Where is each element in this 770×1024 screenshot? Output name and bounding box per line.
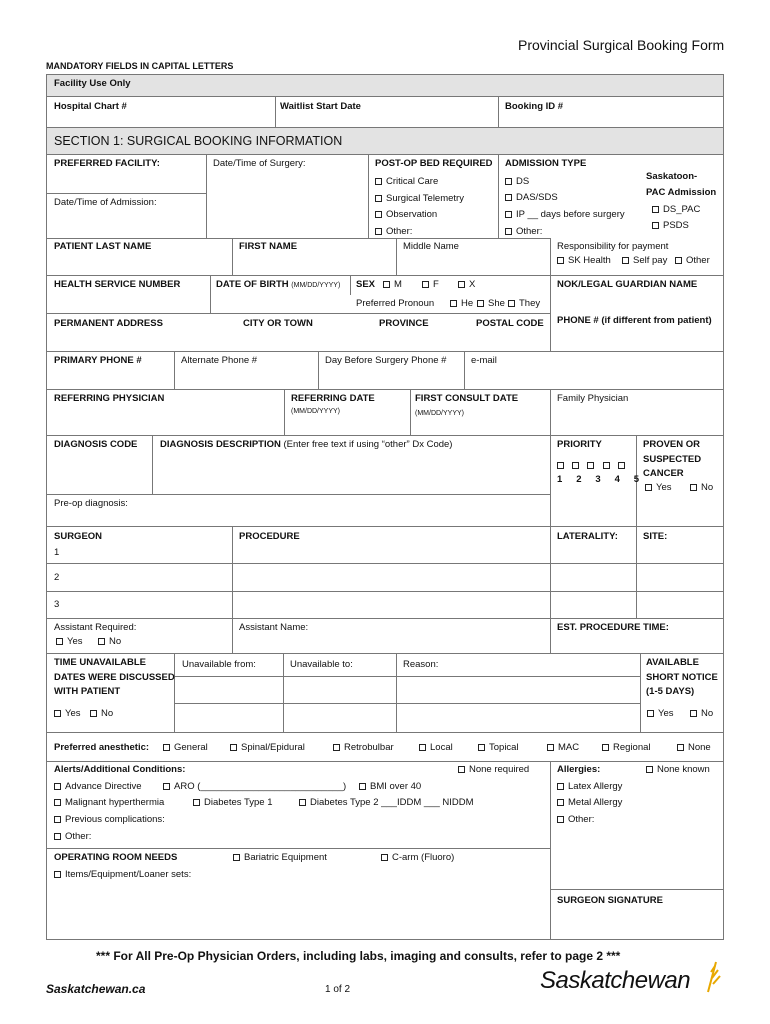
checkbox-icon[interactable]	[557, 783, 564, 790]
latex-allergy-option[interactable]: Latex Allergy	[557, 781, 622, 793]
aro-option[interactable]: ARO (___________________________)	[163, 781, 346, 793]
days-label: (1-5 DAYS)	[646, 686, 695, 697]
previous-complications-option[interactable]: Previous complications:	[54, 814, 165, 826]
pronoun-label: Preferred Pronoun	[356, 298, 435, 309]
allergy-other-option[interactable]: Other:	[557, 814, 594, 826]
procedure-label: PROCEDURE	[239, 531, 300, 542]
cancer-yes-option[interactable]: Yes	[645, 482, 672, 494]
checkbox-icon[interactable]	[90, 710, 97, 717]
anesthetic-retrobulbar[interactable]: Retrobulbar	[333, 742, 394, 754]
saskatoon-label: Saskatoon-	[646, 171, 698, 182]
checkbox-icon[interactable]	[375, 178, 382, 185]
primary-phone-field[interactable]: PRIMARY PHONE #	[54, 355, 142, 366]
day-before-phone-field[interactable]: Day Before Surgery Phone #	[325, 355, 447, 366]
est-procedure-time-field[interactable]: EST. PROCEDURE TIME:	[557, 622, 669, 633]
time-unavailable-label-2: DATES WERE DISCUSSED	[54, 672, 175, 683]
checkbox-icon[interactable]	[478, 744, 485, 751]
sk-health-option[interactable]: SK Health	[557, 255, 611, 267]
checkbox-icon[interactable]	[54, 799, 61, 806]
allergies-label: Allergies:	[557, 764, 601, 775]
admission-other-option[interactable]: Other:	[505, 226, 542, 238]
priority-1-checkbox[interactable]	[557, 462, 564, 469]
self-pay-option[interactable]: Self pay	[622, 255, 667, 267]
priority-5-checkbox[interactable]	[618, 462, 625, 469]
surgeon-row-3[interactable]: 3	[54, 599, 60, 610]
pac-admission-label: PAC Admission	[646, 187, 717, 198]
checkbox-icon[interactable]	[383, 281, 390, 288]
wheat-logo-icon	[704, 958, 726, 994]
anesthetic-none[interactable]: None	[677, 742, 711, 754]
saskatchewan-logo: Saskatchewan	[540, 967, 691, 994]
time-unavailable-label: TIME UNAVAILABLE	[54, 657, 147, 668]
cancer-label: CANCER	[643, 468, 684, 479]
nok-field[interactable]: NOK/LEGAL GUARDIAN NAME	[557, 279, 698, 290]
mandatory-note: MANDATORY FIELDS IN CAPITAL LETTERS	[46, 61, 234, 71]
alternate-phone-field[interactable]: Alternate Phone #	[181, 355, 258, 366]
checkbox-icon[interactable]	[163, 744, 170, 751]
anesthetic-regional[interactable]: Regional	[602, 742, 651, 754]
checkbox-icon[interactable]	[458, 766, 465, 773]
checkbox-icon[interactable]	[458, 281, 465, 288]
advance-directive-option[interactable]: Advance Directive	[54, 781, 142, 793]
family-physician-field[interactable]: Family Physician	[557, 393, 629, 404]
pronoun-they-option[interactable]: They	[508, 298, 540, 310]
sex-label: SEX	[356, 279, 376, 290]
form-title: Provincial Surgical Booking Form	[518, 37, 725, 53]
postop-bed-label: POST-OP BED REQUIRED	[375, 158, 493, 169]
date-time-surgery-field[interactable]: Date/Time of Surgery:	[213, 158, 306, 169]
checkbox-icon[interactable]	[508, 300, 515, 307]
preferred-facility-field[interactable]: PREFERRED FACILITY:	[54, 158, 160, 169]
checkbox-icon[interactable]	[557, 799, 564, 806]
diagnosis-code-field[interactable]: DIAGNOSIS CODE	[54, 439, 138, 450]
available-yes-option[interactable]: Yes	[647, 708, 674, 720]
priority-label: PRIORITY	[557, 439, 602, 450]
checkbox-icon[interactable]	[505, 194, 512, 201]
surgeon-signature-field[interactable]: SURGEON SIGNATURE	[557, 895, 663, 906]
unavailable-no-option[interactable]: No	[90, 708, 113, 720]
c-arm-option[interactable]: C-arm (Fluoro)	[381, 852, 454, 864]
items-equipment-option[interactable]: Items/Equipment/Loaner sets:	[54, 869, 191, 881]
bariatric-option[interactable]: Bariatric Equipment	[233, 852, 327, 864]
laterality-field[interactable]: LATERALITY:	[557, 531, 618, 542]
checkbox-icon[interactable]	[652, 222, 659, 229]
checkbox-icon[interactable]	[646, 766, 653, 773]
referring-physician-field[interactable]: REFERRING PHYSICIAN	[54, 393, 165, 404]
checkbox-icon[interactable]	[375, 211, 382, 218]
alerts-other-option[interactable]: Other:	[54, 831, 91, 843]
priority-2-checkbox[interactable]	[572, 462, 579, 469]
sex-f-option[interactable]: F	[422, 279, 439, 291]
checkbox-icon[interactable]	[557, 257, 564, 264]
checkbox-icon[interactable]	[675, 257, 682, 264]
checkbox-icon[interactable]	[98, 638, 105, 645]
checkbox-icon[interactable]	[645, 484, 652, 491]
checkbox-icon[interactable]	[299, 799, 306, 806]
first-consult-field[interactable]: FIRST CONSULT DATE	[415, 393, 519, 404]
suspected-label: SUSPECTED	[643, 454, 702, 465]
ds-pac-option[interactable]: DS_PAC	[652, 204, 700, 216]
checkbox-icon[interactable]	[375, 195, 382, 202]
surgical-telemetry-option[interactable]: Surgical Telemetry	[375, 193, 464, 205]
das-sds-option[interactable]: DAS/SDS	[505, 192, 558, 204]
assistant-name-field[interactable]: Assistant Name:	[239, 622, 309, 633]
alerts-label: Alerts/Additional Conditions:	[54, 764, 186, 775]
checkbox-icon[interactable]	[163, 783, 170, 790]
date-time-admission-field[interactable]: Date/Time of Admission:	[54, 197, 157, 208]
malignant-hyperthermia-option[interactable]: Malignant hyperthermia	[54, 797, 164, 809]
pronoun-he-option[interactable]: He	[450, 298, 473, 310]
checkbox-icon[interactable]	[677, 744, 684, 751]
page-number: 1 of 2	[325, 984, 351, 995]
short-notice-label: SHORT NOTICE	[646, 672, 718, 683]
alerts-none-required[interactable]: None required	[458, 764, 529, 776]
allergies-none-known[interactable]: None known	[646, 764, 710, 776]
checkbox-icon[interactable]	[381, 854, 388, 861]
unavailable-to-label: Unavailable to:	[290, 659, 353, 670]
checkbox-icon[interactable]	[547, 744, 554, 751]
anesthetic-local[interactable]: Local	[419, 742, 453, 754]
or-needs-label: OPERATING ROOM NEEDS	[54, 852, 178, 863]
diabetes-2-option[interactable]: Diabetes Type 2 ___IDDM ___ NIDDM	[299, 797, 474, 809]
checkbox-icon[interactable]	[54, 833, 61, 840]
available-label: AVAILABLE	[646, 657, 699, 668]
preop-diagnosis-field[interactable]: Pre-op diagnosis:	[54, 498, 128, 509]
checkbox-icon[interactable]	[230, 744, 237, 751]
facility-use-label: Facility Use Only	[54, 78, 131, 89]
province-field[interactable]: PROVINCE	[379, 318, 429, 329]
checkbox-icon[interactable]	[505, 178, 512, 185]
diagnosis-description-field[interactable]: DIAGNOSIS DESCRIPTION (Enter free text if using “other” Dx Code)	[160, 439, 453, 450]
cancer-no-option[interactable]: No	[690, 482, 713, 494]
available-no-option[interactable]: No	[690, 708, 713, 720]
checkbox-icon[interactable]	[422, 281, 429, 288]
checkbox-icon[interactable]	[333, 744, 340, 751]
postop-other-option[interactable]: Other:	[375, 226, 412, 238]
checkbox-icon[interactable]	[54, 816, 61, 823]
anesthetic-topical[interactable]: Topical	[478, 742, 519, 754]
critical-care-option[interactable]: Critical Care	[375, 176, 438, 188]
unavailable-yes-option[interactable]: Yes	[54, 708, 81, 720]
anesthetic-label: Preferred anesthetic:	[54, 742, 150, 753]
metal-allergy-option[interactable]: Metal Allergy	[557, 797, 622, 809]
checkbox-icon[interactable]	[193, 799, 200, 806]
sex-m-option[interactable]: M	[383, 279, 402, 291]
hospital-chart-field[interactable]: Hospital Chart #	[54, 101, 127, 112]
pre-op-orders-note: *** For All Pre-Op Physician Orders, including labs, imaging and consults, refer to page 2 ***	[96, 949, 621, 963]
surgeon-row-1[interactable]: 1	[54, 547, 60, 558]
website-link[interactable]: Saskatchewan.ca	[46, 982, 146, 996]
anesthetic-spinal[interactable]: Spinal/Epidural	[230, 742, 305, 754]
admission-type-label: ADMISSION TYPE	[505, 158, 587, 169]
ds-option[interactable]: DS	[505, 176, 529, 188]
checkbox-icon[interactable]	[652, 206, 659, 213]
assistant-required-label: Assistant Required:	[54, 622, 137, 633]
patient-last-name-field[interactable]: PATIENT LAST NAME	[54, 241, 152, 252]
proven-label: PROVEN OR	[643, 439, 701, 450]
payment-other-option[interactable]: Other	[675, 255, 710, 267]
time-unavailable-label-3: WITH PATIENT	[54, 686, 121, 697]
booking-id-field[interactable]: Booking ID #	[505, 101, 564, 112]
checkbox-icon[interactable]	[233, 854, 240, 861]
assistant-no-option[interactable]: No	[98, 636, 121, 648]
ip-option[interactable]: IP __ days before surgery	[505, 209, 625, 221]
checkbox-icon[interactable]	[602, 744, 609, 751]
reason-label: Reason:	[403, 659, 439, 670]
bmi-option[interactable]: BMI over 40	[359, 781, 421, 793]
first-name-field[interactable]: FIRST NAME	[239, 241, 298, 252]
checkbox-icon[interactable]	[54, 783, 61, 790]
checkbox-icon[interactable]	[419, 744, 426, 751]
middle-name-field[interactable]: Middle Name	[403, 241, 459, 252]
checkbox-icon[interactable]	[477, 300, 484, 307]
referring-date-field[interactable]: REFERRING DATE	[291, 393, 375, 404]
diabetes-1-option[interactable]: Diabetes Type 1	[193, 797, 272, 809]
anesthetic-general[interactable]: General	[163, 742, 208, 754]
checkbox-icon[interactable]	[450, 300, 457, 307]
surgeon-row-2[interactable]: 2	[54, 572, 60, 583]
nok-phone-field[interactable]: PHONE # (if different from patient)	[557, 315, 712, 326]
priority-4-checkbox[interactable]	[603, 462, 610, 469]
assistant-yes-option[interactable]: Yes	[56, 636, 83, 648]
postal-code-field[interactable]: POSTAL CODE	[476, 318, 544, 329]
checkbox-icon[interactable]	[557, 816, 564, 823]
responsibility-label: Responsibility for payment	[557, 241, 669, 252]
checkbox-icon[interactable]	[690, 484, 697, 491]
checkbox-icon[interactable]	[647, 710, 654, 717]
observation-option[interactable]: Observation	[375, 209, 437, 221]
site-field[interactable]: SITE:	[643, 531, 668, 542]
anesthetic-mac[interactable]: MAC	[547, 742, 579, 754]
priority-numbers: 1 2 3 4 5	[557, 474, 640, 485]
unavailable-from-label: Unavailable from:	[182, 659, 256, 670]
city-field[interactable]: CITY OR TOWN	[243, 318, 313, 329]
checkbox-icon[interactable]	[359, 783, 366, 790]
sex-x-option[interactable]: X	[458, 279, 475, 291]
checkbox-icon[interactable]	[54, 710, 61, 717]
checkbox-icon[interactable]	[505, 211, 512, 218]
dob-field[interactable]: DATE OF BIRTH (MM/DD/YYYY)	[216, 279, 341, 290]
waitlist-start-field[interactable]: Waitlist Start Date	[280, 101, 361, 112]
surgeon-label: SURGEON	[54, 531, 103, 542]
priority-3-checkbox[interactable]	[587, 462, 594, 469]
checkbox-icon[interactable]	[622, 257, 629, 264]
email-field[interactable]: e-mail	[471, 355, 497, 366]
first-consult-format: (MM/DD/YYYY)	[415, 410, 464, 417]
checkbox-icon[interactable]	[56, 638, 63, 645]
section-title: SECTION 1: SURGICAL BOOKING INFORMATION	[54, 134, 343, 148]
permanent-address-field[interactable]: PERMANENT ADDRESS	[54, 318, 163, 329]
referring-date-format: (MM/DD/YYYY)	[291, 408, 340, 415]
checkbox-icon[interactable]	[505, 228, 512, 235]
pronoun-she-option[interactable]: She	[477, 298, 505, 310]
checkbox-icon[interactable]	[54, 871, 61, 878]
checkbox-icon[interactable]	[690, 710, 697, 717]
health-service-number-field[interactable]: HEALTH SERVICE NUMBER	[54, 279, 181, 290]
psds-option[interactable]: PSDS	[652, 220, 689, 232]
checkbox-icon[interactable]	[375, 228, 382, 235]
